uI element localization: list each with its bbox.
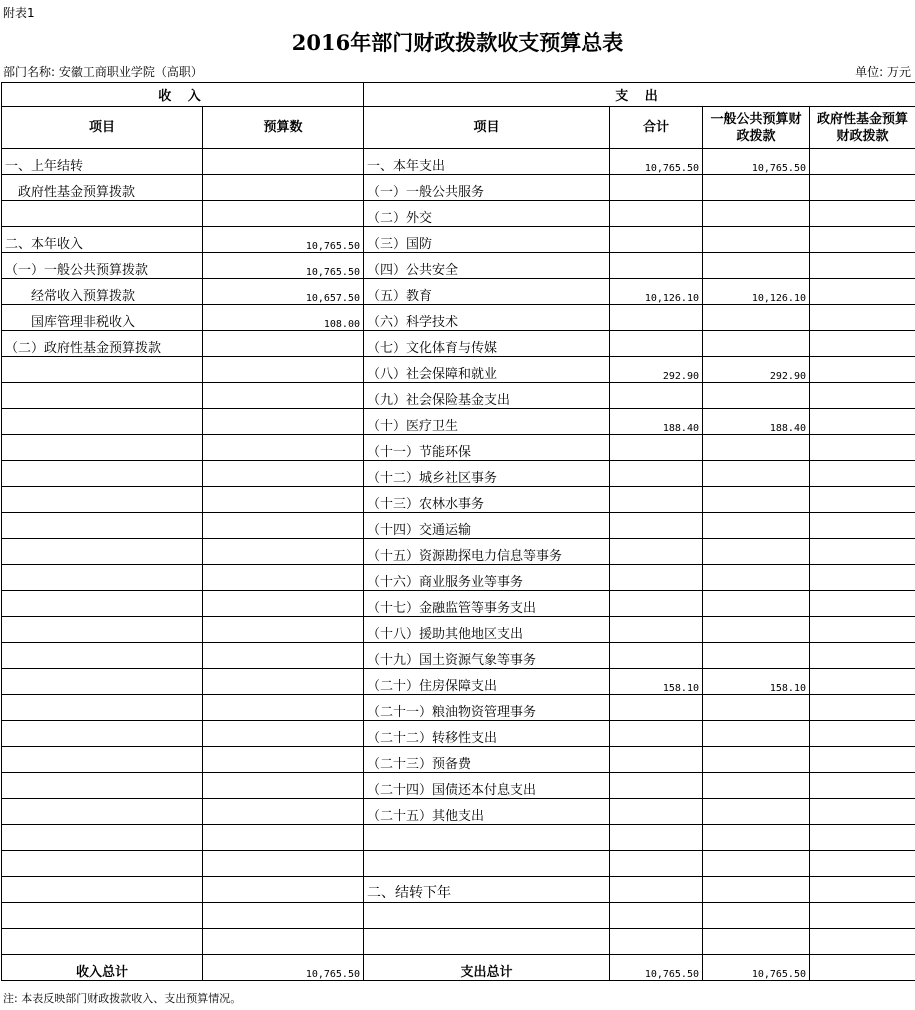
col-header-budget: 预算数	[203, 107, 364, 149]
expense-total-cell	[610, 487, 703, 513]
table-row	[2, 877, 915, 903]
table-row	[2, 539, 915, 565]
table-row	[2, 591, 915, 617]
expense-item-cell: （十六）商业服务业等事务	[364, 565, 610, 591]
expense-item-cell: （十九）国土资源气象等事务	[364, 643, 610, 669]
expense-total-cell	[610, 513, 703, 539]
income-item-cell	[2, 773, 203, 799]
table-row	[2, 331, 915, 357]
expense-total-cell	[610, 851, 703, 877]
expense-general-cell	[703, 513, 810, 539]
expense-item-cell: 二、结转下年	[364, 877, 610, 903]
income-budget-cell	[203, 877, 364, 903]
expense-general-cell	[703, 617, 810, 643]
income-item-cell	[2, 409, 203, 435]
expense-general-cell	[703, 565, 810, 591]
table-row	[2, 461, 915, 487]
expense-general-cell	[703, 435, 810, 461]
income-budget-cell	[203, 747, 364, 773]
table-row	[2, 175, 915, 201]
expense-item-cell: （二十二）转移性支出	[364, 721, 610, 747]
table-row	[2, 903, 915, 929]
income-item-cell	[2, 903, 203, 929]
income-item-cell	[2, 877, 203, 903]
table-row	[2, 383, 915, 409]
expense-total-label: 支出总计	[364, 955, 610, 981]
expense-item-cell: （十二）城乡社区事务	[364, 461, 610, 487]
income-budget-cell	[203, 695, 364, 721]
expense-general-cell	[703, 851, 810, 877]
income-budget-cell	[203, 149, 364, 175]
expense-fund-cell	[810, 799, 915, 825]
expense-total-cell	[610, 227, 703, 253]
expense-total-cell	[610, 591, 703, 617]
expense-fund-cell	[810, 461, 915, 487]
income-item-cell	[2, 539, 203, 565]
expense-item-cell	[364, 825, 610, 851]
income-item-cell: （一）一般公共预算拨款	[2, 253, 203, 279]
expense-item-cell: （五）教育	[364, 279, 610, 305]
expense-fund-cell	[810, 903, 915, 929]
expense-general-cell	[703, 253, 810, 279]
table-row	[2, 565, 915, 591]
table-row	[2, 149, 915, 175]
expense-fund-cell	[810, 773, 915, 799]
income-budget-cell	[203, 825, 364, 851]
expense-total-cell: 10,765.50	[610, 149, 703, 175]
table-row	[2, 773, 915, 799]
expense-total-cell	[610, 721, 703, 747]
expense-general-cell: 188.40	[703, 409, 810, 435]
income-item-cell	[2, 825, 203, 851]
income-budget-cell	[203, 643, 364, 669]
expense-total-cell	[610, 565, 703, 591]
expense-item-cell: （八）社会保障和就业	[364, 357, 610, 383]
table-row	[2, 929, 915, 955]
income-item-cell	[2, 747, 203, 773]
expense-fund-cell	[810, 279, 915, 305]
page-title: 2016年部门财政拨款收支预算总表	[291, 30, 624, 55]
income-item-cell	[2, 357, 203, 383]
col-header-fund: 政府性基金预算财政拨款	[810, 107, 915, 149]
expense-item-cell: （二）外交	[364, 201, 610, 227]
expense-item-cell: （一）一般公共服务	[364, 175, 610, 201]
income-budget-cell	[203, 929, 364, 955]
income-item-cell	[2, 851, 203, 877]
expense-fund-cell	[810, 513, 915, 539]
table-row	[2, 643, 915, 669]
income-budget-cell	[203, 591, 364, 617]
expense-general-cell	[703, 747, 810, 773]
income-item-cell	[2, 513, 203, 539]
expense-item-cell	[364, 929, 610, 955]
expense-item-cell: （七）文化体育与传媒	[364, 331, 610, 357]
expense-total-cell	[610, 877, 703, 903]
income-budget-cell	[203, 669, 364, 695]
expense-item-cell: 一、本年支出	[364, 149, 610, 175]
expense-fund-cell	[810, 617, 915, 643]
income-budget-cell	[203, 357, 364, 383]
income-budget-cell: 10,657.50	[203, 279, 364, 305]
expense-total-cell: 10,126.10	[610, 279, 703, 305]
income-item-cell	[2, 201, 203, 227]
department-name: 部门名称: 安徽工商职业学院（高职）	[3, 65, 203, 79]
table-row	[2, 253, 915, 279]
income-item-cell: 国库管理非税收入	[2, 305, 203, 331]
expense-item-cell: （四）公共安全	[364, 253, 610, 279]
expense-item-cell: （二十三）预备费	[364, 747, 610, 773]
expense-general-cell	[703, 773, 810, 799]
income-item-cell	[2, 591, 203, 617]
expense-item-cell: （三）国防	[364, 227, 610, 253]
income-budget-cell	[203, 409, 364, 435]
expense-general-cell	[703, 825, 810, 851]
totals-row	[2, 955, 915, 981]
income-item-cell: 经常收入预算拨款	[2, 279, 203, 305]
expense-fund-cell	[810, 591, 915, 617]
income-budget-cell	[203, 851, 364, 877]
expense-total-cell	[610, 747, 703, 773]
expense-header: 支 出	[364, 83, 915, 107]
expense-total-cell	[610, 773, 703, 799]
income-budget-cell: 108.00	[203, 305, 364, 331]
expense-item-cell	[364, 903, 610, 929]
expense-fund-cell	[810, 539, 915, 565]
expense-fund-cell	[810, 877, 915, 903]
expense-fund-cell	[810, 643, 915, 669]
expense-item-cell	[364, 851, 610, 877]
expense-item-cell: （六）科学技术	[364, 305, 610, 331]
expense-fund-total-value	[810, 955, 915, 981]
table-row	[2, 695, 915, 721]
expense-fund-cell	[810, 851, 915, 877]
expense-general-cell	[703, 383, 810, 409]
col-header-item-left: 项目	[2, 107, 203, 149]
income-header: 收 入	[2, 83, 364, 107]
expense-item-cell: （十四）交通运输	[364, 513, 610, 539]
expense-fund-cell	[810, 669, 915, 695]
income-budget-cell	[203, 565, 364, 591]
budget-table	[1, 82, 915, 981]
expense-general-cell	[703, 331, 810, 357]
expense-total-cell	[610, 929, 703, 955]
table-row	[2, 279, 915, 305]
expense-fund-cell	[810, 149, 915, 175]
expense-general-cell: 10,765.50	[703, 149, 810, 175]
expense-item-cell: （十）医疗卫生	[364, 409, 610, 435]
income-budget-cell	[203, 773, 364, 799]
income-budget-cell	[203, 539, 364, 565]
expense-item-cell: （十三）农林水事务	[364, 487, 610, 513]
expense-fund-cell	[810, 695, 915, 721]
expense-fund-cell	[810, 747, 915, 773]
expense-fund-cell	[810, 253, 915, 279]
expense-fund-cell	[810, 305, 915, 331]
appendix-label: 附表1	[3, 6, 35, 20]
income-budget-cell	[203, 383, 364, 409]
expense-fund-cell	[810, 487, 915, 513]
table-row	[2, 851, 915, 877]
income-item-cell	[2, 383, 203, 409]
table-row	[2, 409, 915, 435]
expense-total-cell	[610, 383, 703, 409]
expense-total-cell: 188.40	[610, 409, 703, 435]
income-budget-cell	[203, 175, 364, 201]
income-budget-cell	[203, 201, 364, 227]
expense-general-total-value: 10,765.50	[703, 955, 810, 981]
income-item-cell	[2, 435, 203, 461]
expense-general-cell	[703, 799, 810, 825]
expense-total-cell	[610, 695, 703, 721]
income-item-cell: 政府性基金预算拨款	[2, 175, 203, 201]
expense-item-cell: （二十五）其他支出	[364, 799, 610, 825]
table-row	[2, 825, 915, 851]
expense-total-cell: 158.10	[610, 669, 703, 695]
expense-general-cell	[703, 643, 810, 669]
income-budget-cell	[203, 903, 364, 929]
expense-fund-cell	[810, 175, 915, 201]
footnote: 注: 本表反映部门财政拨款收入、支出预算情况。	[3, 992, 242, 1005]
expense-general-cell	[703, 227, 810, 253]
table-row	[2, 721, 915, 747]
income-budget-cell	[203, 487, 364, 513]
col-header-total: 合计	[610, 107, 703, 149]
expense-total-cell	[610, 539, 703, 565]
expense-total-cell	[610, 253, 703, 279]
expense-fund-cell	[810, 825, 915, 851]
expense-general-cell	[703, 903, 810, 929]
table-row	[2, 435, 915, 461]
expense-general-cell	[703, 539, 810, 565]
income-budget-cell: 10,765.50	[203, 227, 364, 253]
expense-total-cell	[610, 825, 703, 851]
table-row	[2, 357, 915, 383]
expense-general-cell	[703, 175, 810, 201]
income-item-cell	[2, 695, 203, 721]
expense-general-cell	[703, 461, 810, 487]
expense-general-cell: 10,126.10	[703, 279, 810, 305]
expense-fund-cell	[810, 383, 915, 409]
expense-total-cell	[610, 331, 703, 357]
table-row	[2, 747, 915, 773]
expense-total-cell	[610, 175, 703, 201]
unit-label: 单位: 万元	[855, 65, 911, 79]
income-item-cell	[2, 669, 203, 695]
expense-item-cell: （十七）金融监管等事务支出	[364, 591, 610, 617]
income-budget-cell	[203, 617, 364, 643]
col-header-general: 一般公共预算财政拨款	[703, 107, 810, 149]
expense-general-cell	[703, 591, 810, 617]
income-budget-cell	[203, 799, 364, 825]
income-budget-cell	[203, 461, 364, 487]
table-row	[2, 799, 915, 825]
table-row	[2, 305, 915, 331]
table-row	[2, 487, 915, 513]
expense-total-value: 10,765.50	[610, 955, 703, 981]
income-budget-cell	[203, 331, 364, 357]
income-total-label: 收入总计	[2, 955, 203, 981]
expense-total-cell	[610, 617, 703, 643]
income-budget-cell: 10,765.50	[203, 253, 364, 279]
expense-total-cell	[610, 903, 703, 929]
income-item-cell	[2, 461, 203, 487]
expense-general-cell	[703, 487, 810, 513]
table-row	[2, 201, 915, 227]
expense-item-cell: （九）社会保险基金支出	[364, 383, 610, 409]
income-item-cell: （二）政府性基金预算拨款	[2, 331, 203, 357]
expense-total-cell	[610, 643, 703, 669]
income-item-cell	[2, 617, 203, 643]
table-row	[2, 669, 915, 695]
expense-fund-cell	[810, 227, 915, 253]
expense-total-cell	[610, 461, 703, 487]
income-item-cell	[2, 799, 203, 825]
expense-item-cell: （二十四）国债还本付息支出	[364, 773, 610, 799]
expense-fund-cell	[810, 721, 915, 747]
expense-fund-cell	[810, 409, 915, 435]
income-item-cell	[2, 643, 203, 669]
expense-item-cell: （二十）住房保障支出	[364, 669, 610, 695]
income-budget-cell	[203, 513, 364, 539]
expense-fund-cell	[810, 201, 915, 227]
income-item-cell	[2, 929, 203, 955]
expense-item-cell: （十八）援助其他地区支出	[364, 617, 610, 643]
expense-general-cell: 158.10	[703, 669, 810, 695]
expense-fund-cell	[810, 565, 915, 591]
expense-fund-cell	[810, 929, 915, 955]
expense-total-cell	[610, 435, 703, 461]
expense-item-cell: （十一）节能环保	[364, 435, 610, 461]
expense-fund-cell	[810, 435, 915, 461]
expense-general-cell	[703, 305, 810, 331]
table-row	[2, 227, 915, 253]
income-item-cell	[2, 721, 203, 747]
income-budget-cell	[203, 721, 364, 747]
table-row	[2, 513, 915, 539]
expense-general-cell	[703, 721, 810, 747]
expense-general-cell	[703, 201, 810, 227]
expense-item-cell: （十五）资源勘探电力信息等事务	[364, 539, 610, 565]
income-item-cell: 一、上年结转	[2, 149, 203, 175]
income-total-value: 10,765.50	[203, 955, 364, 981]
expense-fund-cell	[810, 331, 915, 357]
income-item-cell	[2, 487, 203, 513]
expense-item-cell: （二十一）粮油物资管理事务	[364, 695, 610, 721]
income-budget-cell	[203, 435, 364, 461]
col-header-item-right: 项目	[364, 107, 610, 149]
expense-total-cell	[610, 305, 703, 331]
expense-general-cell: 292.90	[703, 357, 810, 383]
expense-fund-cell	[810, 357, 915, 383]
expense-total-cell	[610, 799, 703, 825]
income-item-cell	[2, 565, 203, 591]
table-row	[2, 617, 915, 643]
expense-total-cell	[610, 201, 703, 227]
expense-general-cell	[703, 877, 810, 903]
expense-general-cell	[703, 695, 810, 721]
expense-general-cell	[703, 929, 810, 955]
income-item-cell: 二、本年收入	[2, 227, 203, 253]
expense-total-cell: 292.90	[610, 357, 703, 383]
